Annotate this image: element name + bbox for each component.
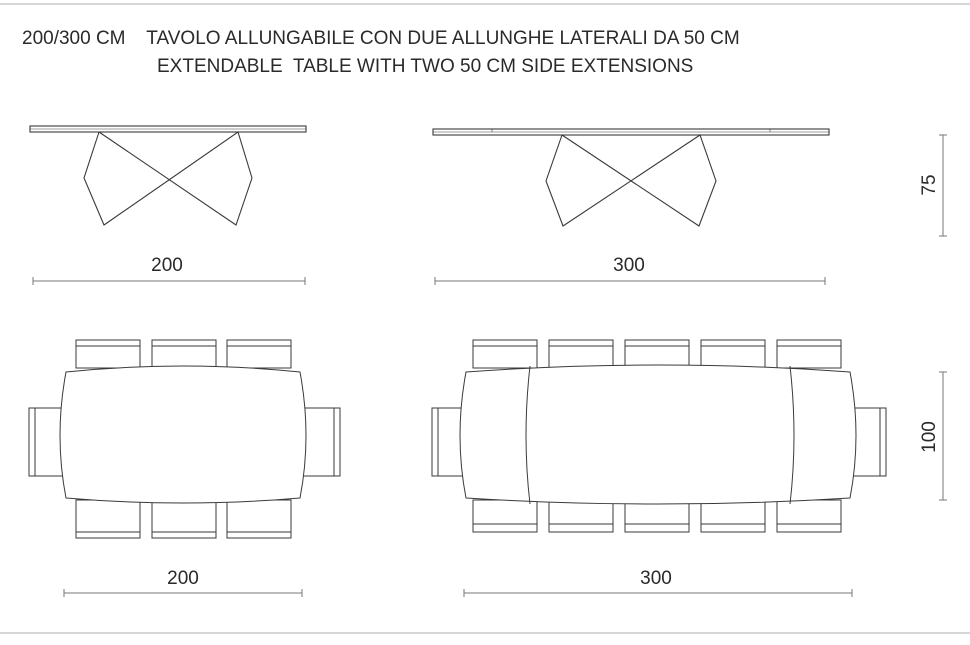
tabletop-plan-closed xyxy=(60,366,306,503)
dim-label-top-open: 300 xyxy=(640,568,672,589)
base-closed xyxy=(84,132,252,225)
chairs-top-row-open xyxy=(473,340,841,368)
chairs-bottom-row-open xyxy=(473,500,841,532)
side-view-open xyxy=(433,129,829,226)
dim-height xyxy=(939,135,947,236)
dim-label-height: 75 xyxy=(919,174,940,196)
base-open xyxy=(546,135,716,226)
side-view-closed xyxy=(30,126,306,225)
tabletop-plan-open xyxy=(460,365,856,504)
top-view-closed xyxy=(29,340,340,538)
title-english: EXTENDABLE TABLE WITH TWO 50 CM SIDE EXTENSIONS xyxy=(157,56,694,77)
dim-top-closed xyxy=(64,589,302,597)
top-view-open xyxy=(432,340,886,532)
chairs-bottom-row-closed xyxy=(76,500,291,538)
dim-label-side-open: 300 xyxy=(613,255,645,276)
dim-depth xyxy=(939,372,947,500)
dim-side-closed xyxy=(33,277,305,285)
dim-label-depth: 100 xyxy=(919,421,940,453)
title-italian: 200/300 CM TAVOLO ALLUNGABILE CON DUE ALLUNGHE LATERALI DA 50 CM xyxy=(22,28,740,49)
dim-label-top-closed: 200 xyxy=(167,568,199,589)
dim-side-open xyxy=(435,277,825,285)
dim-label-side-closed: 200 xyxy=(151,255,183,276)
dim-top-open xyxy=(464,589,852,597)
chairs-top-row-closed xyxy=(76,340,291,368)
